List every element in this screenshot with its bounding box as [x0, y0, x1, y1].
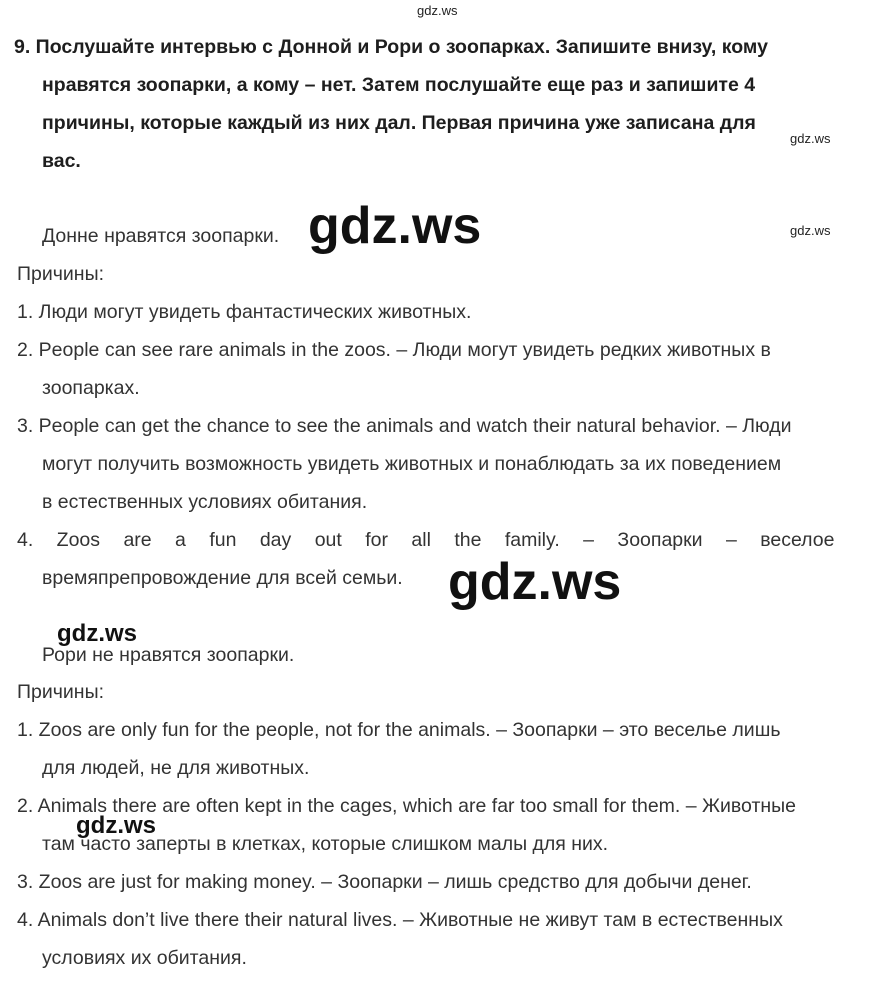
- donna-reason-2: 2. People can see rare animals in the zoos. – Люди могут увидеть редких животных в: [17, 339, 771, 361]
- watermark-big-2: gdz.ws: [448, 553, 622, 611]
- rory-reason-1: 1. Zoos are only fun for the people, not for the animals. – Зоопарки – это веселье лишь: [17, 719, 781, 741]
- rory-reasons-label: Причины:: [17, 681, 105, 703]
- rory-reason-4: 4. Animals don’t live there their natural lives. – Животные не живут там в естественных: [17, 909, 783, 931]
- task-line: 9. Послушайте интервью с Донной и Рори о зоопарках. Запишите внизу, кому: [14, 36, 768, 58]
- watermark-right-1: gdz.ws: [790, 131, 831, 146]
- watermark-top: gdz.ws: [417, 3, 458, 18]
- donna-reason-1: 1. Люди могут увидеть фантастических животных.: [17, 301, 472, 323]
- donna-reason-4: 4. Zoos are a fun day out for all the family. – Зоопарки – веселое: [17, 529, 835, 551]
- watermark-mid-1: gdz.ws: [57, 620, 138, 647]
- rory-reason-4-cont: условиях их обитания.: [42, 947, 247, 969]
- watermark-big-1: gdz.ws: [308, 197, 482, 255]
- task-instruction: [14, 28, 874, 180]
- rory-heading: Рори не нравятся зоопарки.: [42, 644, 295, 666]
- donna-reason-4-cont: времяпрепровождение для всей семьи.: [42, 567, 403, 589]
- donna-reason-3: 3. People can get the chance to see the animals and watch their natural behavior. – Люди: [17, 415, 792, 437]
- watermark-right-2: gdz.ws: [790, 223, 831, 238]
- donna-reason-3-cont: могут получить возможность увидеть животных и понаблюдать за их поведением: [42, 453, 782, 475]
- rory-reason-2: 2. Animals there are often kept in the cages, which are far too small for them. – Животные: [17, 795, 797, 817]
- rory-reason-2-cont: там часто заперты в клетках, которые слишком малы для них.: [42, 833, 609, 855]
- donna-reason-2-cont: зоопарках.: [42, 377, 140, 399]
- watermark-mid-2: gdz.ws: [76, 812, 157, 839]
- donna-reason-3-cont2: в естественных условиях обитания.: [42, 491, 368, 513]
- donna-reasons-label: Причины:: [17, 263, 105, 285]
- rory-reason-3: 3. Zoos are just for making money. – Зоопарки – лишь средство для добычи денег.: [17, 871, 752, 893]
- task-line: нравятся зоопарки, а кому – нет. Затем послушайте еще раз и запишите 4: [42, 74, 756, 96]
- task-line: причины, которые каждый из них дал. Первая причина уже записана для: [42, 112, 756, 134]
- task-line: вас.: [42, 150, 81, 172]
- donna-heading: Донне нравятся зоопарки.: [42, 225, 280, 247]
- rory-reason-1-cont: для людей, не для животных.: [42, 757, 310, 779]
